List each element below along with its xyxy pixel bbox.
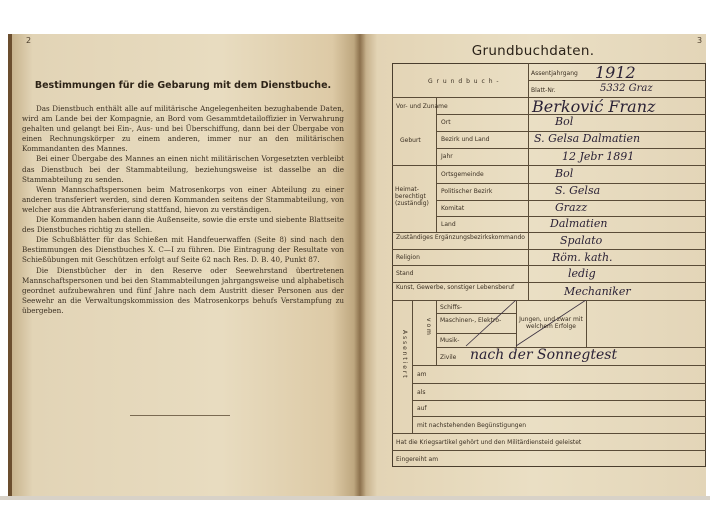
label-vom: v o m: [425, 318, 432, 335]
right-page-number: 3: [697, 36, 703, 45]
label-beruf: Kunst, Gewerbe, sonstiger Lebensberuf: [396, 284, 515, 291]
label-religion: Religion: [396, 254, 420, 261]
label-kriegsartikel: Hat die Kriegsartikel gehört und den Militärdiensteid geleistet: [396, 439, 582, 446]
label-name: Vor- und Zuname: [396, 103, 448, 110]
label-zivile: Zivile: [440, 354, 457, 361]
label-schiffs: Schiffs-: [440, 304, 463, 311]
entry-ortsgemeinde: Bol: [555, 167, 574, 180]
entry-komitat: Grazz: [555, 201, 588, 214]
label-assentjahrgang: Assentjahrgang: [531, 70, 578, 77]
left-page-title: Bestimmungen für die Gebarung mit dem Dienstbuche.: [34, 80, 332, 91]
label-ortsgemeinde: Ortsgemeinde: [441, 171, 484, 178]
label-geburt: Geburt: [400, 137, 421, 144]
entry-politischer-bezirk: S. Gelsa: [555, 184, 601, 197]
entry-land: Dalmatien: [550, 217, 608, 230]
right-page-title: Grundbuchdaten.: [471, 43, 595, 59]
book-gutter: [354, 34, 366, 496]
paragraph: Wenn Mannschaftspersonen beim Matrosenkorps von einer Abteilung zu einer anderen transferiert werden, sind deren Kommanden seitens der Stammabteilung, von welcher aus die Abtransferierung stattfand, hievon zu verständigen.: [22, 184, 344, 214]
label-jahr: Jahr: [441, 153, 453, 160]
label-heimat: Heimat-berechtigt (zuständig): [395, 186, 429, 207]
entry-ergaenzung: Spalato: [560, 234, 603, 247]
label-politischer-bezirk: Politischer Bezirk: [441, 188, 493, 195]
entry-bezirk-land: S. Gelsa Dalmatien: [534, 132, 641, 145]
label-als: als: [417, 389, 426, 396]
page-edge: [0, 496, 710, 500]
label-blatt-nr: Blatt-Nr.: [531, 87, 556, 94]
divider-rule: [130, 415, 230, 416]
entry-jahr: 12 Jebr 1891: [562, 150, 635, 163]
entry-name: Berković Franz: [532, 97, 656, 116]
left-page-number: 2: [26, 36, 32, 45]
entry-stand: ledig: [568, 267, 596, 280]
paragraph: Die Schußblätter für das Schießen mit Handfeuerwaffen (Seite 8) sind nach den Bestimmungen des Dienstbuches X. C—I zu führen. Die Eintragung der Resultate von Schießübungen mit Geschützen erfolgt auf Seite 62 nach Res. D. B. 40, Punkt 87.: [22, 235, 344, 265]
entry-assentjahrgang: 1912: [595, 63, 636, 82]
label-ergaenzungsbezirk: Zuständiges Ergänzungsbezirkskommando: [396, 234, 525, 241]
paragraph: Das Dienstbuch enthält alle auf militärische Angelegenheiten bezughabende Daten, wird am Lande bei der Kompagnie, an Bord vom Gesammtdetailoffizier in Verwahrung gehalten und gelangt bei Ein-, Aus- und bei Überschiffung, dann bei der Übergabe von einen Rechnungskörper zu einem anderen, immer nur an den militärischen Kommandanten des Mannes.: [22, 104, 344, 154]
entry-religion: Röm. kath.: [552, 251, 613, 264]
paragraph: Die Kommanden haben dann die Außenseite, sowie die erste und siebente Blattseite des Dienstbuches richtig zu stellen.: [22, 215, 344, 235]
label-beguenstigungen: mit nachstehenden Begünstigungen: [417, 422, 527, 429]
label-jungen: Jungen, und zwar mit welchem Erfolge: [519, 316, 583, 330]
entry-beruf: Mechaniker: [564, 285, 631, 298]
entry-zivile: nach der Sonnegtest: [470, 347, 618, 363]
label-auf: auf: [417, 405, 427, 412]
entry-blatt-nr: 5332 Graz: [600, 83, 653, 94]
label-land: Land: [441, 221, 456, 228]
label-grundbuch: G r u n d b u c h -: [428, 78, 500, 85]
label-komitat: Komitat: [441, 205, 465, 212]
label-bezirk: Bezirk und Land: [441, 136, 490, 143]
label-maschinen: Maschinen-, Elektro-: [440, 317, 502, 324]
label-musik: Musik-: [440, 337, 460, 344]
label-am: am: [417, 371, 427, 378]
label-ort: Ort: [441, 119, 451, 126]
left-page-body: [22, 104, 344, 316]
label-stand: Stand: [396, 270, 414, 277]
paragraph: Bei einer Übergabe des Mannes an einen nicht militärischen Vorgesetzten verbleibt das Dienstbuch bei der Stammabteilung, beziehungsweise ist dasselbe an die Stammabteilung zu senden.: [22, 154, 344, 184]
paragraph: Die Dienstbücher der in den Reserve oder Seewehrstand übertretenen Mannschaftspersonen und bei den Stammabteilungen jahrgangsweise und alphabetisch geordnet aufzubewahren und fünf Jahre nach dem Austritt dieser Personen aus der Seewehr an die Verwaltungskommission des Matrosenkorps behufs Verstampfung zu übergeben.: [22, 265, 344, 315]
label-assentiert: A s s e n t i e r t: [401, 330, 408, 378]
label-eingereiht: Eingereiht am: [396, 456, 439, 463]
entry-ort: Bol: [555, 115, 574, 128]
